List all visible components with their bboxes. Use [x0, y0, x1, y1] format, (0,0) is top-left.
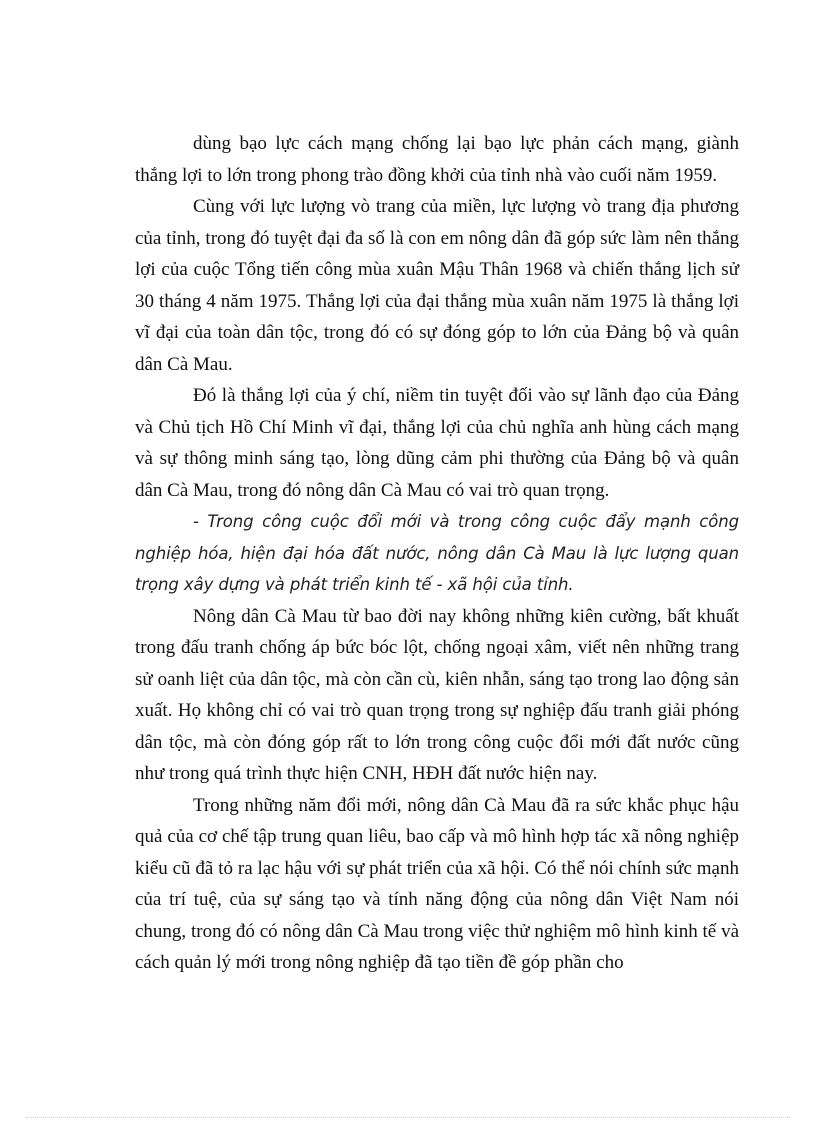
document-body	[135, 128, 739, 979]
paragraph-5: Nông dân Cà Mau từ bao đời nay không những kiên cường, bất khuất trong đấu tranh chống áp bức bóc lột, chống ngoại xâm, viết nên những trang sử oanh liệt của dân tộc, mà còn cần cù, kiên nhẫn, sáng tạo trong lao động sản xuất. Họ không chỉ có vai trò quan trọng trong sự nghiệp đấu tranh giải phóng dân tộc, mà còn đóng góp rất to lớn trong công cuộc đổi mới đất nước cũng như trong quá trình thực hiện CNH, HĐH đất nước hiện nay.	[135, 605, 739, 784]
paragraph-3: Đó là thắng lợi của ý chí, niềm tin tuyệt đối vào sự lãnh đạo của Đảng và Chủ tịch Hồ Chí Minh vĩ đại, thắng lợi của chủ nghĩa anh hùng cách mạng và sự thông minh sáng tạo, lòng dũng cảm phi thường của Đảng bộ và quân dân Cà Mau, trong đó nông dân Cà Mau có vai trò quan trọng.	[135, 385, 739, 501]
paragraph-6: Trong những năm đổi mới, nông dân Cà Mau đã ra sức khắc phục hậu quả của cơ chế tập trung quan liêu, bao cấp và mô hình hợp tác xã nông nghiệp kiểu cũ đã tỏ ra lạc hậu với sự phát triển của xã hội. Có thể nói chính sức mạnh của trí tuệ, của sự sáng tạo và tính năng động của nông dân Việt Nam nói chung, trong đó có nông dân Cà Mau trong việc thử nghiệm mô hình kinh tế và cách quản lý mới trong nông nghiệp đã tạo tiền đề góp phần cho	[135, 794, 739, 973]
paragraph-1: dùng bạo lực cách mạng chống lại bạo lực phản cách mạng, giành thắng lợi to lớn trong phong trào đồng khởi của tỉnh nhà vào cuối năm 1959.	[135, 133, 739, 186]
paragraph-4-italic: - Trong công cuộc đổi mới và trong công cuộc đẩy mạnh công nghiệp hóa, hiện đại hóa đất nước, nông dân Cà Mau là lực lượng quan trọng xây dựng và phát triển kinh tế - xã hội của tỉnh.	[135, 512, 739, 594]
page-bottom-divider	[26, 1117, 790, 1118]
paragraph-2: Cùng với lực lượng vò trang của miền, lực lượng vò trang địa phương của tỉnh, trong đó tuyệt đại đa số là con em nông dân đã góp sức làm nên thắng lợi của cuộc Tổng tiến công mùa xuân Mậu Thân 1968 và chiến thắng lịch sử 30 tháng 4 năm 1975. Thắng lợi của đại thắng mùa xuân năm 1975 là thắng lợi vĩ đại của toàn dân tộc, trong đó có sự đóng góp to lớn của Đảng bộ và quân dân Cà Mau.	[135, 196, 739, 375]
